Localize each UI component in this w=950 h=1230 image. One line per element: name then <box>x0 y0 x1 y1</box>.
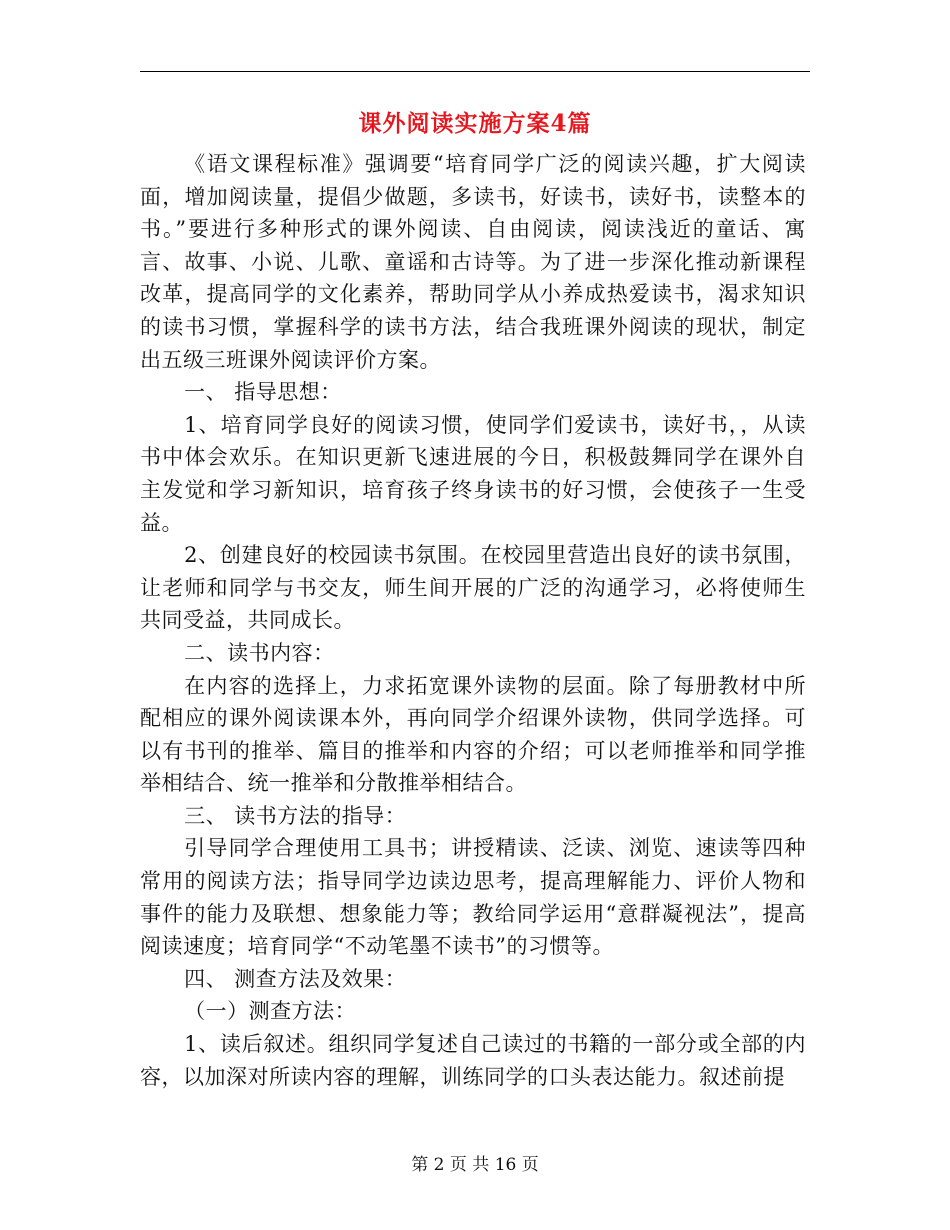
paragraph-assessment-1: 1、读后叙述。组织同学复述自己读过的书籍的一部分或全部的内容，以加深对所读内容的理解，训练同学的口头表达能力。叙述前提 <box>140 1032 806 1089</box>
header-rule <box>140 71 810 72</box>
paragraph-guiding-2: 2、创建良好的校园读书氛围。在校园里营造出良好的读书氛围，让老师和同学与书交友，师生间开展的广泛的沟通学习，必将使师生共同受益，共同成长。 <box>140 543 806 633</box>
paragraph-intro: 《语文课程标准》强调要“培育同学广泛的阅读兴趣，扩大阅读面，增加阅读量，提倡少做题，多读书，好读书，读好书，读整本的书。”要进行多种形式的课外阅读、自由阅读，阅读浅近的童话、寓言、故事、小说、儿歌、童谣和古诗等。为了进一步深化推动新课程改革，提高同学的文化素养，帮助同学从小养成热爱读书，渴求知识的读书习惯，掌握科学的读书方法，结合我班课外阅读的现状，制定出五级三班课外阅读评价方案。 <box>140 152 806 372</box>
page-footer: 第 2 页 共 16 页 <box>411 1155 539 1175</box>
document-body <box>140 148 806 1093</box>
paragraph-reading-methods: 引导同学合理使用工具书；讲授精读、泛读、浏览、速读等四种常用的阅读方法；指导同学边读边思考，提高理解能力、评价人物和事件的能力及联想、想象能力等；教给同学运用“意群凝视法”，提高阅读速度；培育同学“不动笔墨不读书”的习惯等。 <box>140 836 806 959</box>
heading-guiding-thought: 一、 指导思想： <box>184 380 342 405</box>
heading-reading-content: 二、读书内容： <box>184 640 335 665</box>
heading-assessment: 四、 测查方法及效果： <box>184 966 407 991</box>
document-title: 课外阅读实施方案4篇 <box>358 110 592 137</box>
subheading-assessment-method: （一）测查方法： <box>184 999 357 1024</box>
paragraph-guiding-1: 1、培育同学良好的阅读习惯，使同学们爱读书，读好书，，从读书中体会欢乐。在知识更新飞速进展的今日，积极鼓舞同学在课外自主发觉和学习新知识，培育孩子终身读书的好习惯，会使孩子一生受益。 <box>140 412 806 535</box>
heading-reading-methods: 三、 读书方法的指导： <box>184 803 407 828</box>
paragraph-reading-content: 在内容的选择上，力求拓宽课外读物的层面。除了每册教材中所配相应的课外阅读课本外，再向同学介绍课外读物，供同学选择。可以有书刊的推举、篇目的推举和内容的介绍；可以老师推举和同学推举相结合、统一推举和分散推举相结合。 <box>140 673 806 796</box>
